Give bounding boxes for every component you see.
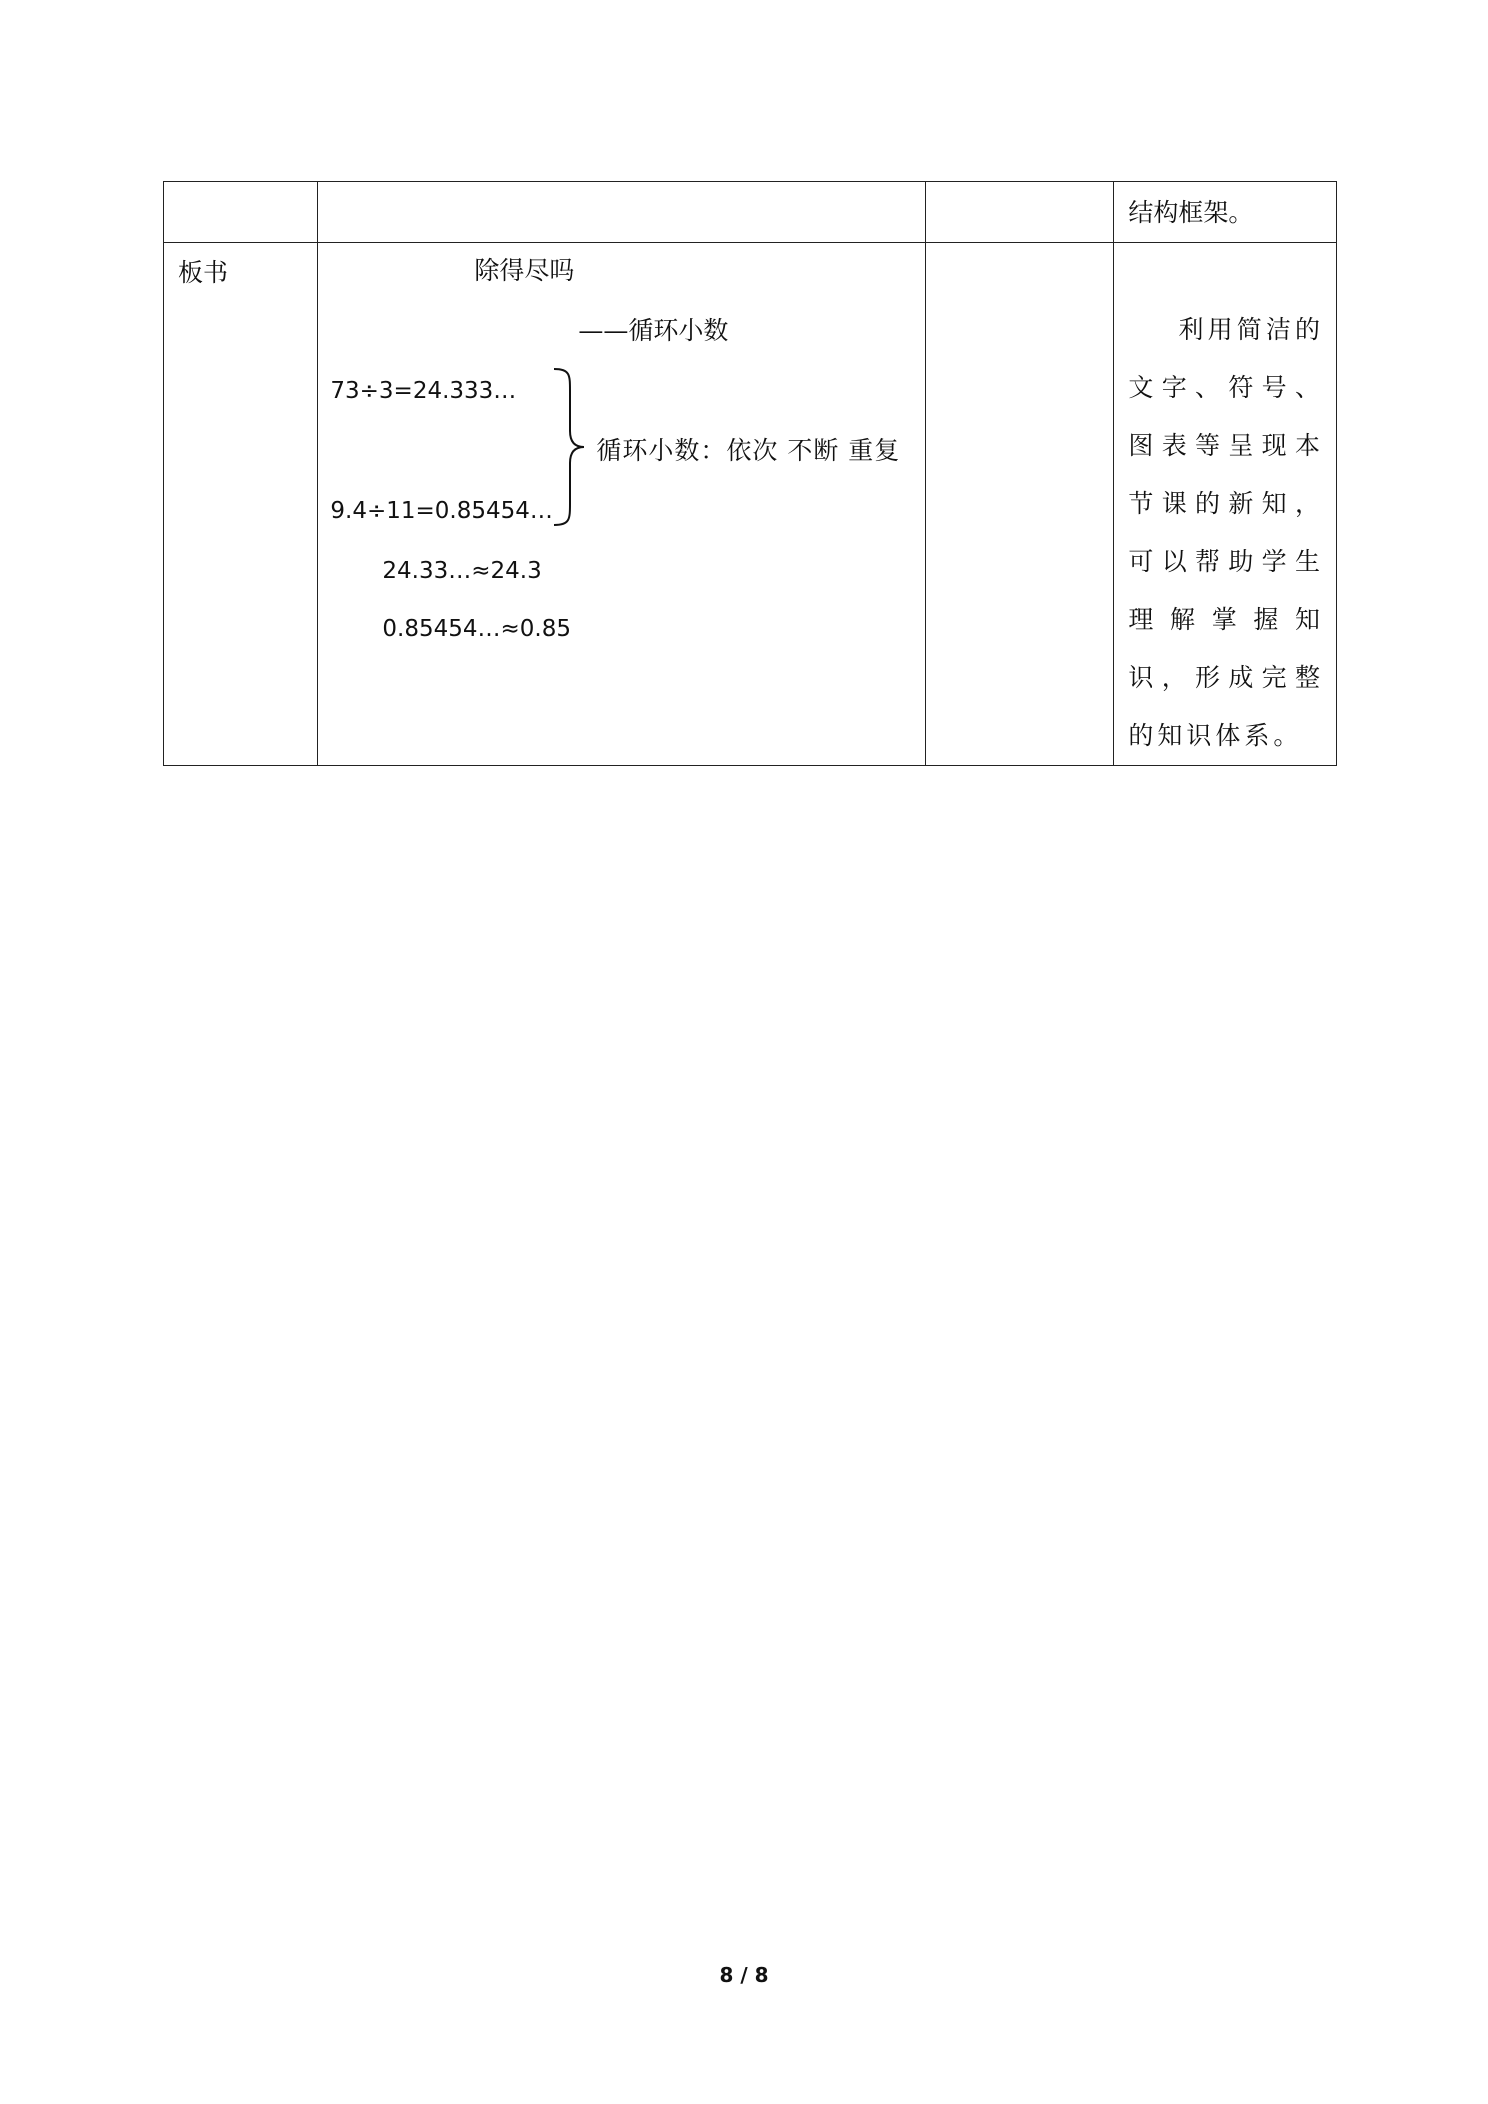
- table-cell-board: [318, 243, 926, 766]
- board-title: 除得尽吗: [474, 256, 575, 285]
- table-cell-note: [1114, 182, 1337, 243]
- board-approx-2: 0.85454…≈0.85: [382, 616, 571, 642]
- table-cell-empty: [318, 182, 926, 243]
- design-intent-note: [1114, 243, 1336, 765]
- table-row: [164, 182, 1337, 243]
- board-equation-2: 9.4÷11=0.85454…: [330, 498, 553, 524]
- table-cell-empty: [164, 182, 318, 243]
- blackboard-content: [318, 243, 925, 715]
- lesson-plan-table: [163, 181, 1337, 766]
- board-subtitle: ——循环小数: [578, 316, 729, 345]
- curly-brace-icon: [550, 367, 590, 527]
- board-equation-1: 73÷3=24.333…: [330, 378, 517, 404]
- table-cell-label: [164, 243, 318, 766]
- table-cell-note: [1114, 243, 1337, 766]
- row1-note-text: 结构框架。: [1128, 198, 1254, 227]
- page-number: 8 / 8: [719, 1963, 769, 1987]
- table-cell-empty: [925, 182, 1113, 243]
- table-cell-empty: [925, 243, 1113, 766]
- design-intent-text: 利用简洁的文字、符号、图表等呈现本节课的新知，可以帮助学生理解掌握知识，形成完整的知识体系。: [1128, 315, 1324, 750]
- board-definition: 循环小数：依次 不断 重复: [596, 436, 901, 465]
- table-row: [164, 243, 1337, 766]
- board-approx-1: 24.33…≈24.3: [382, 558, 542, 584]
- board-label: 板书: [178, 258, 229, 287]
